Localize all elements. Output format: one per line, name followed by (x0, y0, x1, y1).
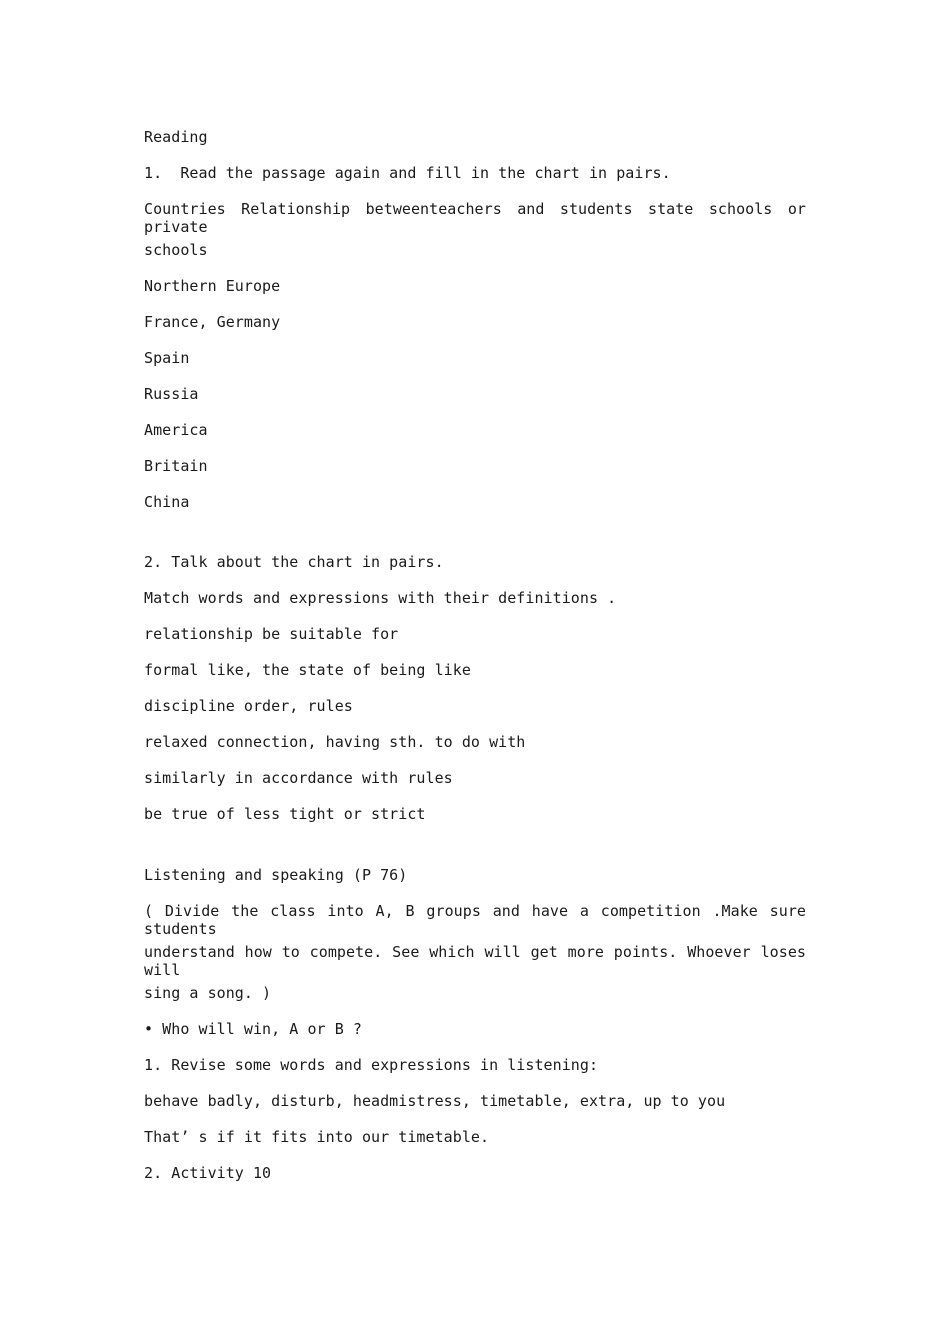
match-row: formal like, the state of being like (144, 661, 471, 679)
chart-header-line-2: schools (144, 241, 208, 259)
listening-heading: Listening and speaking (P 76) (144, 866, 408, 884)
match-row: be true of less tight or strict (144, 805, 426, 823)
listening-instruction-line-1: ( Divide the class into A, B groups and have a competition .Make sure students (144, 902, 806, 938)
talk-task-2: 2. Talk about the chart in pairs. (144, 553, 444, 571)
revise-instruction: 1. Revise some words and expressions in listening: (144, 1056, 599, 1074)
listening-instruction-line-3: sing a song. ) (144, 984, 272, 1002)
activity-label: 2. Activity 10 (144, 1164, 272, 1182)
chart-header-line-1: Countries Relationship betweenteachers and students state schools or private (144, 200, 806, 236)
listening-instruction-line-2: understand how to compete. See which will get more points. Whoever loses will (144, 943, 806, 979)
reading-task-1: 1. Read the passage again and fill in the chart in pairs. (144, 164, 671, 182)
vocabulary-list: behave badly, disturb, headmistress, timetable, extra, up to you (144, 1092, 726, 1110)
country-row: America (144, 421, 208, 439)
reading-heading: Reading (144, 128, 208, 146)
match-row: discipline order, rules (144, 697, 353, 715)
country-row: Britain (144, 457, 208, 475)
bullet-question: • Who will win, A or B ? (144, 1020, 362, 1038)
match-row: relaxed connection, having sth. to do with (144, 733, 526, 751)
country-row: China (144, 493, 190, 511)
country-row: Northern Europe (144, 277, 281, 295)
country-row: Russia (144, 385, 199, 403)
example-sentence: That’ s if it fits into our timetable. (144, 1128, 490, 1146)
match-row: relationship be suitable for (144, 625, 399, 643)
country-row: Spain (144, 349, 190, 367)
country-row: France, Germany (144, 313, 281, 331)
match-row: similarly in accordance with rules (144, 769, 453, 787)
match-instruction: Match words and expressions with their definitions . (144, 589, 617, 607)
